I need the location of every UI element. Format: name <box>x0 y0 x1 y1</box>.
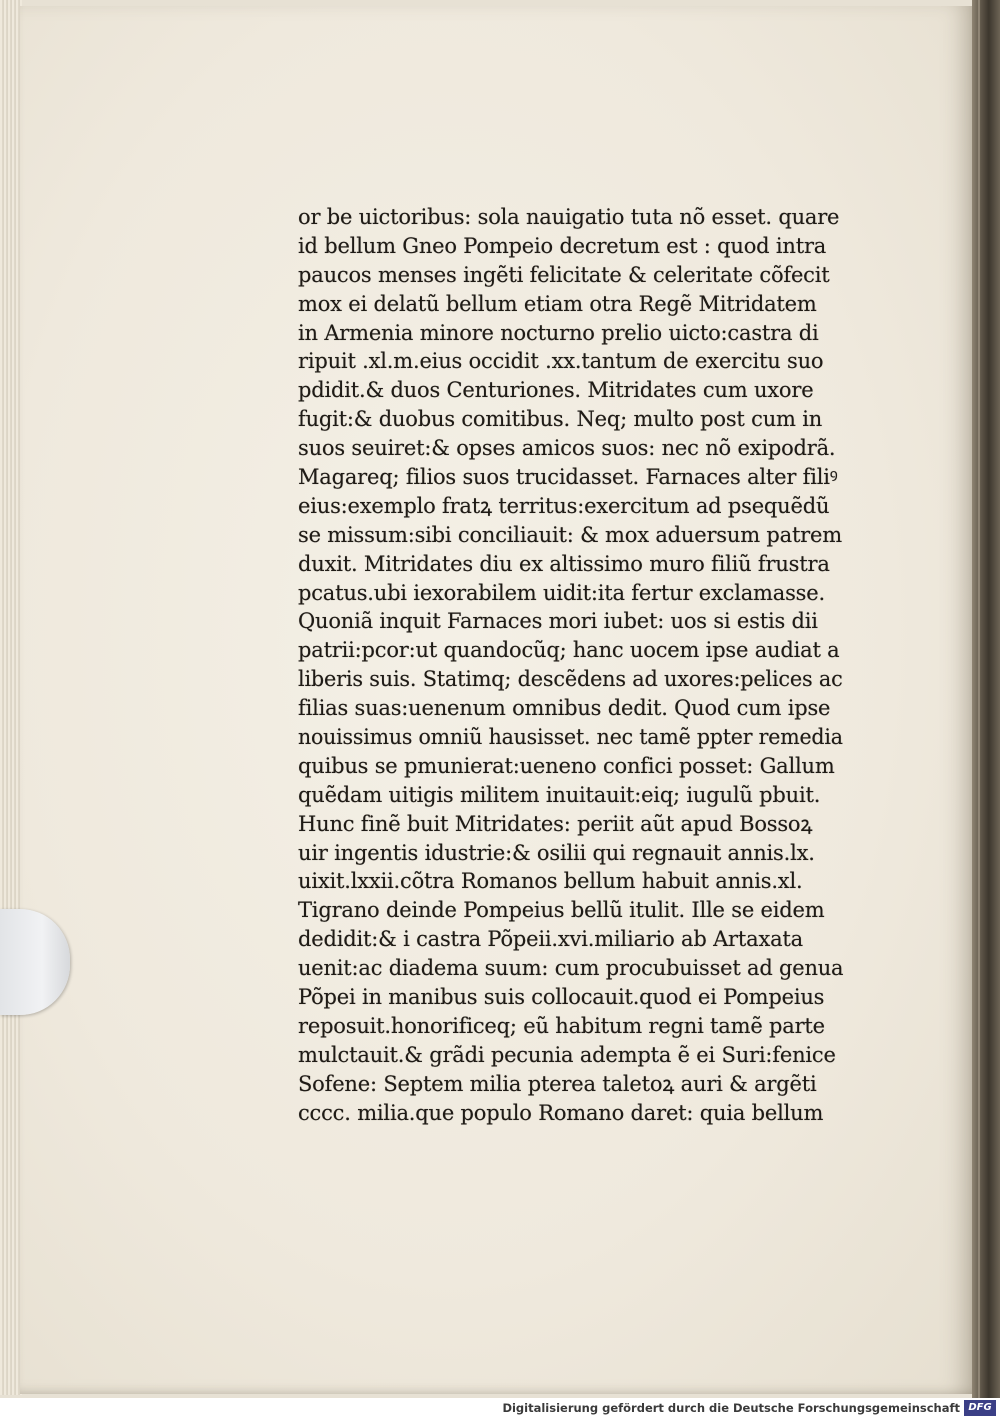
text-line: pdidit.& duos Centuriones. Mitridates cum uxore <box>298 378 814 403</box>
text-line: or be uictoribus: sola nauigatio tuta nõ esset. quare <box>298 205 840 229</box>
footer-credit: Digitalisierung gefördert durch die Deutsche Forschungsgemeinschaft <box>502 1401 960 1415</box>
text-line: Tigrano deinde Pompeius bellũ itulit. Ille se eidem <box>298 898 825 923</box>
text-line: quibus se pmunierat:ueneno confici posset: Gallum <box>298 753 835 778</box>
text-line: uenit:ac diadema suum: cum procubuisset ad genua <box>298 956 844 981</box>
page-stack-edge <box>0 0 22 1395</box>
digitization-footer <box>0 1398 1000 1419</box>
incunable-text-block <box>298 203 843 1128</box>
text-line: uixit.lxxii.cõtra Romanos bellum habuit annis.xl. <box>298 869 803 894</box>
text-line: patrii:pcor:ut quandocũq; hanc uocem ipse audiat a <box>298 638 840 663</box>
text-line: id bellum Gneo Pompeio decretum est : quod intra <box>298 233 827 258</box>
text-line: dedidit:& i castra Põpeii.xvi.miliario ab Artaxata <box>298 927 803 952</box>
text-line: in Armenia minore nocturno prelio uicto:castra di <box>298 320 819 345</box>
text-line: Hunc finẽ buit Mitridates: periit aũt apud Bossoꝝ <box>298 811 813 836</box>
text-line: mox ei delatũ bellum etiam otra Regẽ Mitridatem <box>298 291 817 316</box>
text-line: paucos menses ingẽti felicitate & celeritate cõfecit <box>298 262 830 287</box>
text-line: quẽdam uitigis militem inuitauit:eiq; iugulũ pbuit. <box>298 782 821 807</box>
text-line: ripuit .xl.m.eius occidit .xx.tantum de exercitu suo <box>298 349 824 374</box>
text-line: uir ingentis idustrie:& osilii qui regnauit annis.lx. <box>298 840 815 865</box>
text-line: cccc. milia.que populo Romano daret: quia bellum <box>298 1100 824 1125</box>
text-line: Sofene: Septem milia pterea taletoꝝ auri & argẽti <box>298 1071 817 1096</box>
text-line: Quoniã inquit Farnaces mori iubet: uos si estis dii <box>298 609 818 634</box>
text-line: Põpei in manibus suis collocauit.quod ei Pompeius <box>298 985 825 1010</box>
text-line: nouissimus omniũ hausisset. nec tamẽ ppter remedia <box>298 725 843 750</box>
text-line: fugit:& duobus comitibus. Neq; multo post cum in <box>298 407 823 432</box>
text-line: reposuit.honorificeq; eũ habitum regni tamẽ parte <box>298 1013 825 1038</box>
text-line: duxit. Mitridates diu ex altissimo muro filiũ frustra <box>298 551 830 576</box>
text-line: mulctauit.& grãdi pecunia adempta ẽ ei Suri:fenice <box>298 1042 836 1067</box>
text-line: eius:exemplo fratꝝ territus:exercitum ad psequẽdũ <box>298 493 830 518</box>
dfg-logo: DFG <box>964 1400 996 1416</box>
text-line: filias suas:uenenum omnibus dedit. Quod cum ipse <box>298 696 831 721</box>
text-line: pcatus.ubi iexorabilem uidit:ita fertur exclamasse. <box>298 580 825 605</box>
text-line: se missum:sibi conciliauit: & mox aduersum patrem <box>298 522 842 547</box>
text-line: liberis suis. Statimq; descẽdens ad uxores:pelices ac <box>298 667 843 692</box>
book-binding-gutter <box>972 0 1000 1400</box>
text-line: Magareq; filios suos trucidasset. Farnaces alter filiꝰ <box>298 465 838 490</box>
text-line: suos seuiret:& opses amicos suos: nec nõ exipodrã. <box>298 436 836 461</box>
